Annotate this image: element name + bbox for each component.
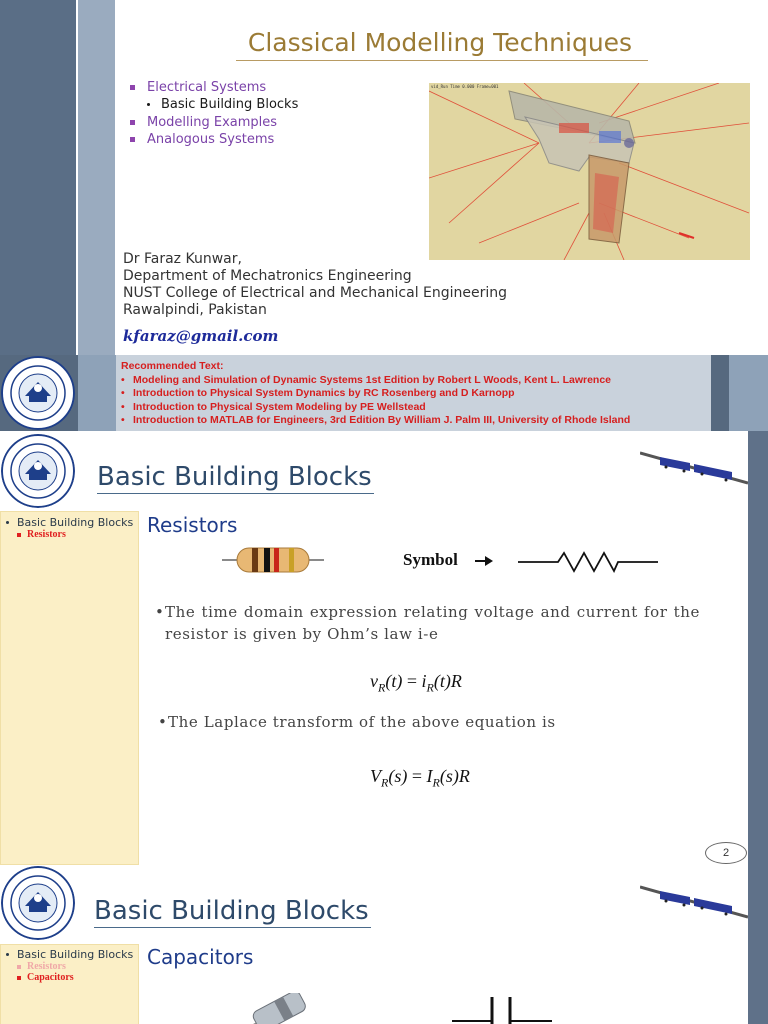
bullet-dot-icon: [6, 953, 9, 956]
recommended-item: • Introduction to Physical System Modeling by PE Wellstead: [121, 401, 630, 415]
recommended-item: • Modeling and Simulation of Dynamic Systems 1st Edition by Robert L Woods, Kent L. Lawrence: [121, 374, 630, 388]
paragraph-text: The time domain expression relating voltage and current for the resistor is given by Ohm’s law i-e: [165, 603, 700, 643]
equation-time-domain: [370, 671, 462, 696]
bullet-square-icon: [130, 85, 135, 90]
title-underline: [94, 927, 371, 928]
bullet-dot-icon: •: [155, 603, 165, 621]
bullet-square-icon: [17, 976, 21, 980]
bullet-dot-icon: [147, 103, 150, 106]
right-band-dark: [711, 355, 729, 431]
arrow-right-icon: [475, 556, 493, 566]
sidebar-subitem-resistors: [1, 961, 138, 972]
title-underline: [97, 493, 374, 494]
recommended-item: • Introduction to MATLAB for Engineers, 3rd Edition By William J. Palm III, University of Rhode Island: [121, 414, 630, 428]
image-caption: vid_Run Time 0.000 Frame=001: [431, 84, 499, 89]
author-department: Department of Mechatronics Engineering: [123, 268, 412, 284]
sidebar-item-label: Basic Building Blocks: [17, 516, 134, 529]
topic-item: [130, 114, 298, 131]
author-email: kfaraz@gmail.com: [123, 327, 279, 345]
recommended-heading: Recommended Text:: [121, 360, 224, 372]
recommended-text-band: [0, 355, 768, 431]
eq-term: (s): [388, 766, 408, 786]
eq-subscript: R: [381, 775, 389, 790]
sidebar-outline: [0, 944, 139, 1024]
bullet-square-icon: [130, 137, 135, 142]
bullet-square-icon: [17, 533, 21, 537]
sidebar-item: [1, 948, 138, 961]
left-band-light: [78, 355, 116, 431]
slide-title: Classical Modelling Techniques: [247, 28, 633, 57]
right-band: [748, 865, 768, 1024]
slide-title: Basic Building Blocks: [94, 896, 369, 926]
eq-term: (t): [385, 671, 403, 691]
pistol-render-icon: [429, 83, 750, 260]
ohms-law-paragraph: [155, 601, 700, 645]
author-college: NUST College of Electrical and Mechanical Engineering: [123, 285, 508, 301]
topic-label: Analogous Systems: [147, 131, 275, 147]
resistor-symbol-icon: [518, 551, 658, 573]
eq-subscript: R: [432, 775, 440, 790]
title-underline: [236, 60, 648, 61]
topic-subitem: [130, 96, 298, 113]
topic-label: Modelling Examples: [147, 114, 278, 130]
topic-item: [130, 131, 298, 148]
bullet-square-icon: [130, 120, 135, 125]
sidebar-outline: [0, 511, 139, 865]
capacitor-photo-icon: [240, 993, 316, 1024]
pistol-model-image: [429, 83, 750, 260]
author-block: [123, 251, 507, 319]
left-band-light: [78, 0, 115, 355]
equation-laplace: [370, 766, 470, 791]
laplace-paragraph: [158, 711, 703, 733]
author-location: Rawalpindi, Pakistan: [123, 302, 267, 318]
university-seal-icon: [1, 356, 75, 430]
left-band-dark: [0, 0, 76, 355]
eq-subscript: R: [378, 680, 386, 695]
page-number: 2: [705, 842, 747, 864]
author-name: Dr Faraz Kunwar,: [123, 251, 242, 267]
bullet-dot-icon: •: [158, 713, 168, 731]
sidebar-subitem-label: Resistors: [27, 961, 66, 972]
recommended-item: • Introduction to Physical System Dynamics by RC Rosenberg and D Karnopp: [121, 387, 630, 401]
eq-term: I: [426, 766, 433, 786]
bullet-dot-icon: [6, 521, 9, 524]
right-band-light: [729, 355, 768, 431]
eq-equals: =: [407, 766, 427, 786]
section-title: Capacitors: [147, 945, 254, 969]
topic-sublabel: Basic Building Blocks: [161, 97, 299, 113]
university-seal-icon: [1, 434, 75, 508]
topic-label: Electrical Systems: [147, 80, 267, 95]
train-icon: [640, 449, 748, 485]
sidebar-item-label: Basic Building Blocks: [17, 948, 134, 961]
section-title: Resistors: [147, 513, 238, 537]
eq-subscript: R: [426, 680, 434, 695]
resistors-slide: [0, 431, 768, 865]
capacitors-slide: [0, 865, 768, 1024]
eq-term: (t)R: [433, 671, 462, 691]
sidebar-subitem-label: Resistors: [27, 529, 66, 540]
recommended-text: [121, 360, 630, 428]
paragraph-text: The Laplace transform of the above equation is: [168, 713, 556, 731]
title-slide: [0, 0, 768, 355]
bullet-square-icon: [17, 965, 21, 969]
eq-term: (s)R: [439, 766, 470, 786]
sidebar-subitem-resistors: [1, 529, 138, 540]
topic-item: [130, 79, 298, 96]
capacitor-symbol-icon: [452, 993, 552, 1024]
train-icon: [640, 883, 748, 919]
slide-title: Basic Building Blocks: [97, 462, 372, 492]
topic-list: [130, 79, 298, 148]
resistor-photo-icon: [222, 543, 324, 577]
sidebar-item: [1, 516, 138, 529]
right-band: [748, 431, 768, 865]
eq-term: V: [370, 766, 381, 786]
eq-term: v: [370, 671, 378, 691]
sidebar-subitem-label: Capacitors: [27, 972, 74, 983]
symbol-label: Symbol: [403, 550, 458, 569]
university-seal-icon: [1, 866, 75, 940]
eq-equals: =: [402, 671, 422, 691]
sidebar-subitem-capacitors: [1, 972, 138, 983]
eq-term: i: [421, 671, 427, 691]
